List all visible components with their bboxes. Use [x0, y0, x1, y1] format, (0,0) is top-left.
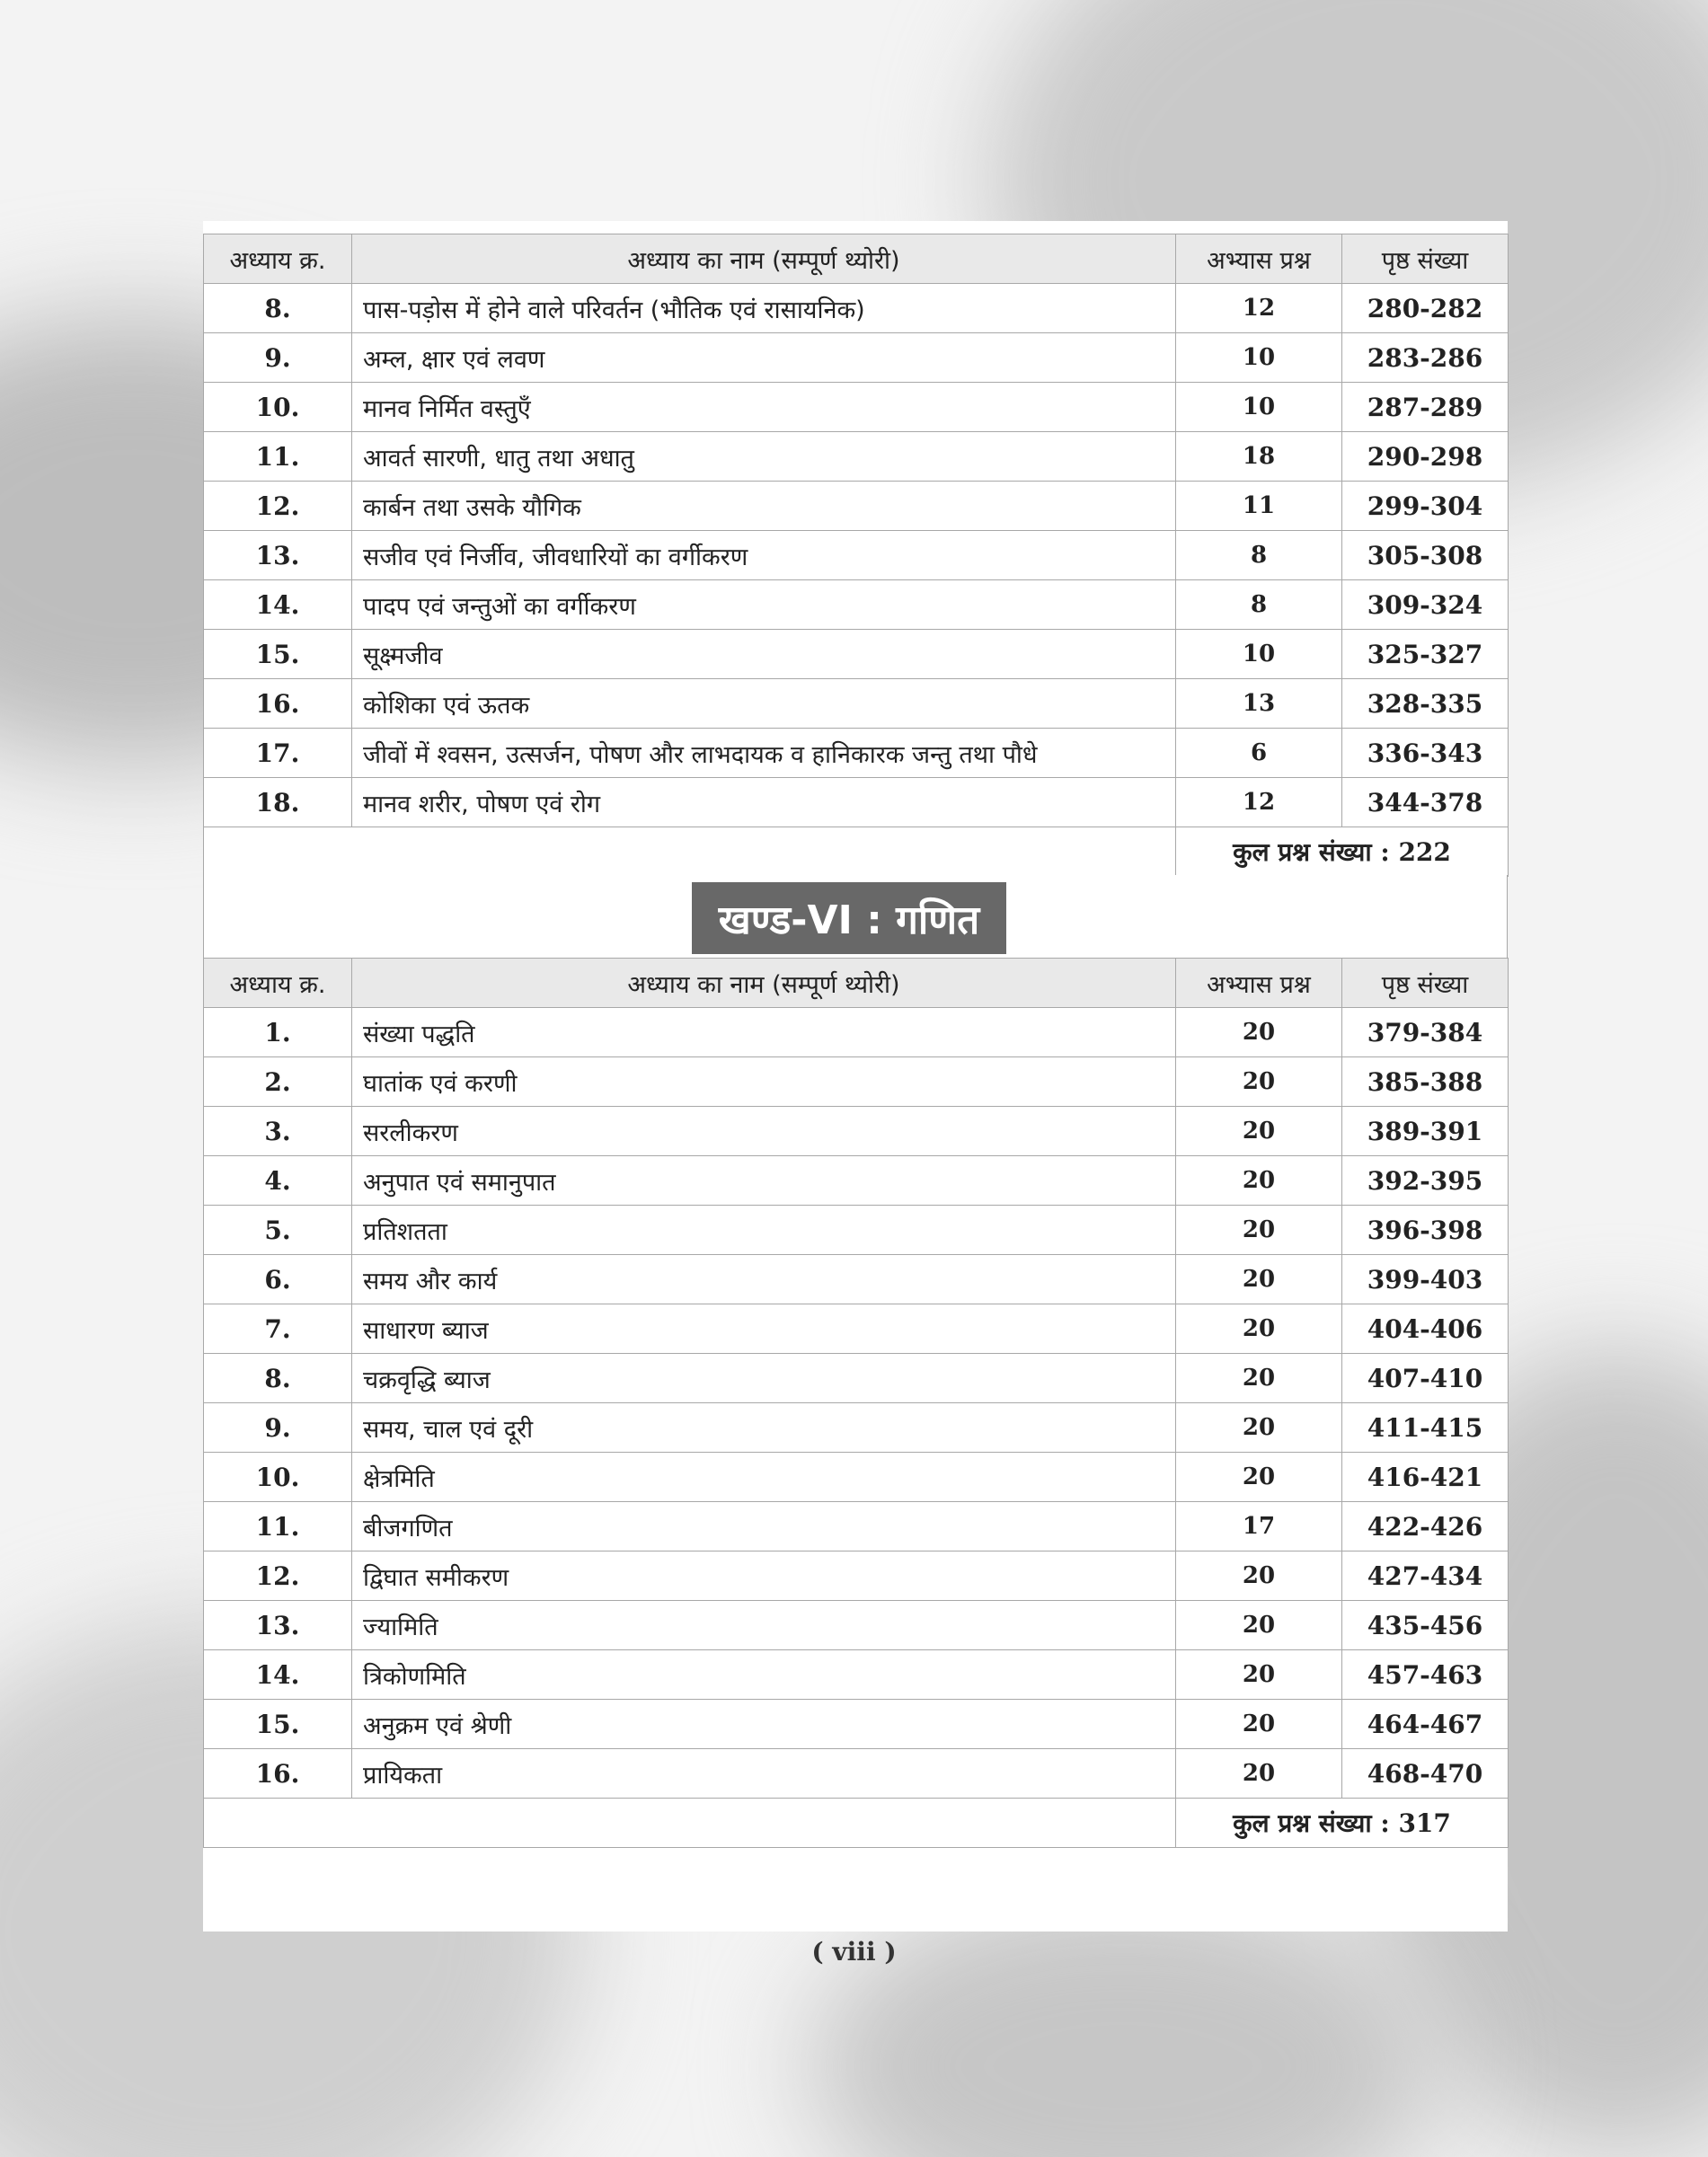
page-range: 464-467 [1342, 1700, 1509, 1749]
math-total-value: : 317 [1380, 1808, 1451, 1838]
header-page-numbers: पृष्ठ संख्या [1342, 959, 1509, 1008]
chapter-number: 9. [204, 1403, 352, 1453]
exercise-count: 20 [1176, 1008, 1342, 1057]
table-row [204, 1502, 1509, 1551]
page-range: 435-456 [1342, 1601, 1509, 1650]
table-row [204, 333, 1509, 383]
chapter-name: जीवों में श्वसन, उत्सर्जन, पोषण और लाभदायक व हानिकारक जन्तु तथा पौधे [352, 729, 1176, 778]
page-range: 416-421 [1342, 1453, 1509, 1502]
chapter-number: 18. [204, 778, 352, 827]
section-title-math: खण्ड-VI : गणित [692, 882, 1006, 954]
page-number: ( viii ) [811, 1937, 897, 1967]
table-row [204, 1650, 1509, 1700]
chapter-name: बीजगणित [352, 1502, 1176, 1551]
page-range: 427-434 [1342, 1551, 1509, 1601]
exercise-count: 20 [1176, 1107, 1342, 1156]
chapter-name: समय, चाल एवं दूरी [352, 1403, 1176, 1453]
math-total [1176, 1799, 1509, 1848]
table-row [204, 1700, 1509, 1749]
chapter-name: अम्ल, क्षार एवं लवण [352, 333, 1176, 383]
table-row [204, 729, 1509, 778]
section-heading-band [203, 875, 1508, 963]
page-range: 392-395 [1342, 1156, 1509, 1206]
page-range: 379-384 [1342, 1008, 1509, 1057]
exercise-count: 13 [1176, 679, 1342, 729]
chapter-name: अनुपात एवं समानुपात [352, 1156, 1176, 1206]
chapter-name: मानव निर्मित वस्तुएँ [352, 383, 1176, 432]
chapter-number: 16. [204, 679, 352, 729]
table-row [204, 580, 1509, 630]
page-range: 389-391 [1342, 1107, 1509, 1156]
chapter-name: आवर्त सारणी, धातु तथा अधातु [352, 432, 1176, 482]
table-row [204, 1354, 1509, 1403]
table-row [204, 1304, 1509, 1354]
chapter-number: 15. [204, 1700, 352, 1749]
exercise-count: 10 [1176, 630, 1342, 679]
chapter-name: सजीव एवं निर्जीव, जीवधारियों का वर्गीकरण [352, 531, 1176, 580]
science-total [1176, 827, 1509, 877]
page-range: 336-343 [1342, 729, 1509, 778]
chapter-name: साधारण ब्याज [352, 1304, 1176, 1354]
chapter-name: संख्या पद्धति [352, 1008, 1176, 1057]
table-row [204, 383, 1509, 432]
math-chapters-table [203, 958, 1509, 1848]
exercise-count: 20 [1176, 1304, 1342, 1354]
table-row [204, 1206, 1509, 1255]
chapter-name: क्षेत्रमिति [352, 1453, 1176, 1502]
exercise-count: 20 [1176, 1206, 1342, 1255]
exercise-count: 20 [1176, 1749, 1342, 1799]
exercise-count: 20 [1176, 1453, 1342, 1502]
exercise-count: 12 [1176, 778, 1342, 827]
table-row [204, 1453, 1509, 1502]
page-range: 468-470 [1342, 1749, 1509, 1799]
chapter-number: 10. [204, 383, 352, 432]
chapter-number: 13. [204, 1601, 352, 1650]
chapter-number: 12. [204, 482, 352, 531]
chapter-number: 2. [204, 1057, 352, 1107]
page-range: 283-286 [1342, 333, 1509, 383]
page-range: 399-403 [1342, 1255, 1509, 1304]
chapter-number: 1. [204, 1008, 352, 1057]
page-range: 328-335 [1342, 679, 1509, 729]
chapter-name: प्रतिशतता [352, 1206, 1176, 1255]
chapter-name: चक्रवृद्धि ब्याज [352, 1354, 1176, 1403]
table-header-row [204, 234, 1509, 284]
table-row [204, 1107, 1509, 1156]
chapter-name: कोशिका एवं ऊतक [352, 679, 1176, 729]
chapter-name: कार्बन तथा उसके यौगिक [352, 482, 1176, 531]
exercise-count: 10 [1176, 383, 1342, 432]
chapter-name: प्रायिकता [352, 1749, 1176, 1799]
math-total-row [204, 1799, 1509, 1848]
chapter-number: 14. [204, 580, 352, 630]
table-row [204, 1749, 1509, 1799]
page-range: 422-426 [1342, 1502, 1509, 1551]
table-row [204, 679, 1509, 729]
chapter-number: 15. [204, 630, 352, 679]
chapter-number: 11. [204, 1502, 352, 1551]
chapter-number: 9. [204, 333, 352, 383]
exercise-count: 20 [1176, 1354, 1342, 1403]
page-range: 309-324 [1342, 580, 1509, 630]
chapter-name: पादप एवं जन्तुओं का वर्गीकरण [352, 580, 1176, 630]
chapter-number: 3. [204, 1107, 352, 1156]
header-exercise-questions: अभ्यास प्रश्न [1176, 234, 1342, 284]
page-range: 325-327 [1342, 630, 1509, 679]
science-total-label: कुल प्रश्न संख्या [1233, 837, 1372, 867]
chapter-name: ज्यामिति [352, 1601, 1176, 1650]
table-row [204, 1403, 1509, 1453]
page-range: 287-289 [1342, 383, 1509, 432]
chapter-number: 16. [204, 1749, 352, 1799]
header-chapter-name: अध्याय का नाम (सम्पूर्ण थ्योरी) [352, 234, 1176, 284]
exercise-count: 18 [1176, 432, 1342, 482]
table-row [204, 630, 1509, 679]
exercise-count: 17 [1176, 1502, 1342, 1551]
exercise-count: 20 [1176, 1601, 1342, 1650]
page-range: 344-378 [1342, 778, 1509, 827]
exercise-count: 6 [1176, 729, 1342, 778]
page-range: 411-415 [1342, 1403, 1509, 1453]
exercise-count: 8 [1176, 580, 1342, 630]
page-range: 407-410 [1342, 1354, 1509, 1403]
exercise-count: 20 [1176, 1551, 1342, 1601]
table-row [204, 778, 1509, 827]
science-total-value: : 222 [1380, 837, 1451, 867]
chapter-number: 8. [204, 284, 352, 333]
chapter-name: पास-पड़ोस में होने वाले परिवर्तन (भौतिक एवं रासायनिक) [352, 284, 1176, 333]
table-row [204, 1551, 1509, 1601]
science-chapters-table [203, 234, 1509, 877]
page-range: 280-282 [1342, 284, 1509, 333]
table-row [204, 482, 1509, 531]
chapter-name: सूक्ष्मजीव [352, 630, 1176, 679]
chapter-number: 4. [204, 1156, 352, 1206]
chapter-name: सरलीकरण [352, 1107, 1176, 1156]
table-row [204, 531, 1509, 580]
header-chapter-no: अध्याय क्र. [204, 959, 352, 1008]
page-range: 290-298 [1342, 432, 1509, 482]
table-row [204, 1156, 1509, 1206]
table-row [204, 1057, 1509, 1107]
chapter-number: 8. [204, 1354, 352, 1403]
table-row [204, 1008, 1509, 1057]
contents-sheet [203, 221, 1508, 1932]
chapter-number: 5. [204, 1206, 352, 1255]
page-range: 299-304 [1342, 482, 1509, 531]
chapter-number: 11. [204, 432, 352, 482]
chapter-name: त्रिकोणमिति [352, 1650, 1176, 1700]
math-total-label: कुल प्रश्न संख्या [1233, 1808, 1372, 1838]
page-range: 396-398 [1342, 1206, 1509, 1255]
chapter-number: 7. [204, 1304, 352, 1354]
page-range: 305-308 [1342, 531, 1509, 580]
table-row [204, 1255, 1509, 1304]
chapter-number: 14. [204, 1650, 352, 1700]
exercise-count: 20 [1176, 1403, 1342, 1453]
science-total-row [204, 827, 1509, 877]
chapter-number: 13. [204, 531, 352, 580]
exercise-count: 20 [1176, 1700, 1342, 1749]
exercise-count: 8 [1176, 531, 1342, 580]
header-page-numbers: पृष्ठ संख्या [1342, 234, 1509, 284]
chapter-name: द्विघात समीकरण [352, 1551, 1176, 1601]
table-row [204, 1601, 1509, 1650]
header-chapter-name: अध्याय का नाम (सम्पूर्ण थ्योरी) [352, 959, 1176, 1008]
table-header-row [204, 959, 1509, 1008]
table-row [204, 284, 1509, 333]
chapter-name: समय और कार्य [352, 1255, 1176, 1304]
exercise-count: 11 [1176, 482, 1342, 531]
chapter-name: अनुक्रम एवं श्रेणी [352, 1700, 1176, 1749]
exercise-count: 10 [1176, 333, 1342, 383]
page-range: 457-463 [1342, 1650, 1509, 1700]
exercise-count: 20 [1176, 1255, 1342, 1304]
page-range: 385-388 [1342, 1057, 1509, 1107]
header-exercise-questions: अभ्यास प्रश्न [1176, 959, 1342, 1008]
exercise-count: 20 [1176, 1650, 1342, 1700]
chapter-number: 12. [204, 1551, 352, 1601]
chapter-number: 17. [204, 729, 352, 778]
table-row [204, 432, 1509, 482]
header-chapter-no: अध्याय क्र. [204, 234, 352, 284]
exercise-count: 12 [1176, 284, 1342, 333]
chapter-name: मानव शरीर, पोषण एवं रोग [352, 778, 1176, 827]
exercise-count: 20 [1176, 1057, 1342, 1107]
chapter-name: घातांक एवं करणी [352, 1057, 1176, 1107]
chapter-number: 10. [204, 1453, 352, 1502]
page-range: 404-406 [1342, 1304, 1509, 1354]
exercise-count: 20 [1176, 1156, 1342, 1206]
chapter-number: 6. [204, 1255, 352, 1304]
